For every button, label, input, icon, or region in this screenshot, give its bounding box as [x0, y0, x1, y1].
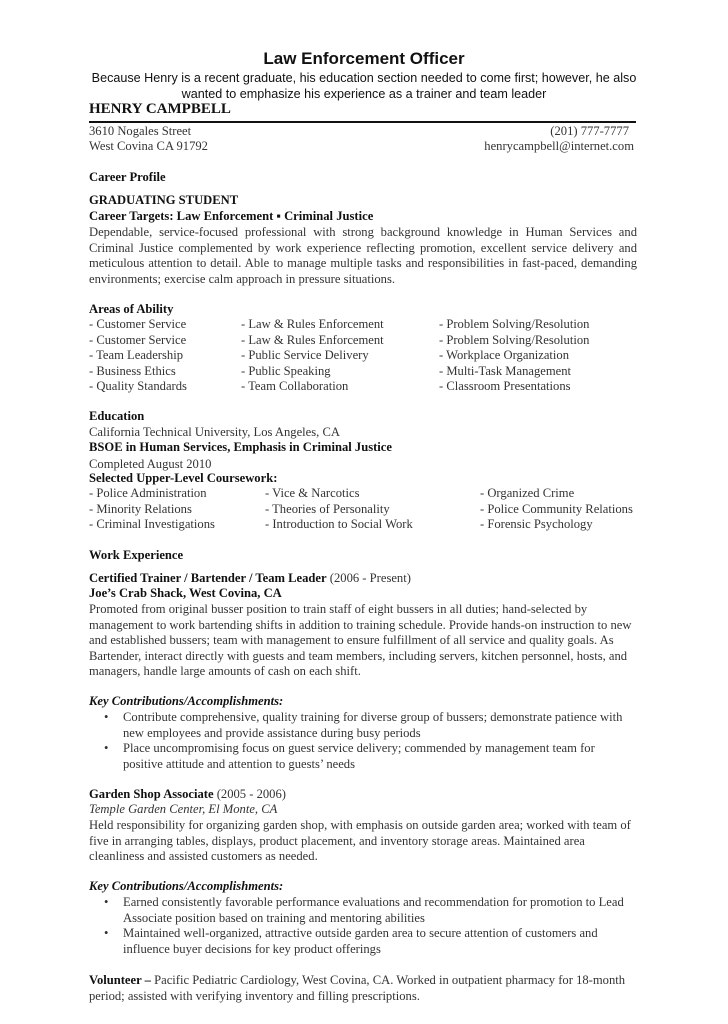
course-item: - Vice & Narcotics [265, 486, 360, 500]
course-item: - Police Administration [89, 486, 207, 500]
job-2-company: Temple Garden Center, El Monte, CA [89, 802, 278, 816]
job-1-contributions-heading: Key Contributions/Accomplishments: [89, 694, 284, 708]
profile-subheading: GRADUATING STUDENT [89, 193, 239, 207]
course-item: - Introduction to Social Work [265, 517, 413, 531]
ability-item: - Problem Solving/Resolution [439, 317, 590, 331]
abilities-heading: Areas of Ability [89, 302, 174, 316]
ability-item: - Law & Rules Enforcement [241, 332, 384, 347]
ability-item: - Multi-Task Management [439, 363, 572, 378]
job-1-contributions-list [104, 710, 634, 772]
ability-item: - Public Speaking [241, 363, 331, 378]
ability-item: - Customer Service [89, 317, 187, 331]
abilities-column-3 [439, 317, 589, 395]
header-note-line-1: Because Henry is a recent graduate, his education section needed to come first; however, he also [91, 71, 637, 85]
candidate-name: HENRY CAMPBELL [89, 101, 231, 117]
contribution-item: • Maintained well-organized, attractive outside garden area to secure attention of customers and influence buyer decisions for key product offerings [104, 926, 634, 957]
header-note-line-2: wanted to emphasize his experience as a trainer and team leader [181, 87, 547, 101]
document-title: Law Enforcement Officer [263, 49, 465, 68]
job-2-header [89, 787, 286, 803]
career-profile-heading: Career Profile [89, 170, 166, 184]
email[interactable]: henrycampbell@internet.com [484, 139, 634, 153]
ability-item: - Business Ethics [89, 363, 176, 378]
abilities-column-1 [89, 317, 187, 395]
course-item: - Theories of Personality [265, 501, 390, 516]
coursework-heading: Selected Upper-Level Coursework: [89, 471, 278, 485]
contribution-item: • Earned consistently favorable performance evaluations and recommendation for promotion to Lead Associate position based on training and mentoring abilities [104, 895, 634, 926]
job-title: Certified Trainer / Bartender / Team Leader [89, 571, 327, 585]
job-2-contributions-heading: Key Contributions/Accomplishments: [89, 879, 284, 893]
coursework-column-3 [480, 486, 633, 533]
city-address: West Covina CA 91792 [89, 139, 208, 153]
job-title: Garden Shop Associate [89, 787, 214, 801]
volunteer-entry [89, 973, 637, 1004]
job-1-company: Joe’s Crab Shack, West Covina, CA [89, 586, 282, 600]
profile-summary: Dependable, service-focused professional with strong background knowledge in Human Services and Criminal Justice complemented by work experience reflecting promotion, excellent service delivery and meticulous attention to detail. Able to manage multiple tasks and responsibilities in fast-paced, demanding environments; exercise calm approach in pressure situations. [89, 225, 637, 286]
course-item: - Organized Crime [480, 486, 575, 500]
ability-item: - Law & Rules Enforcement [241, 317, 384, 331]
completed-date: Completed August 2010 [89, 457, 212, 471]
job-2-contributions-list [104, 895, 634, 957]
education-heading: Education [89, 409, 145, 423]
abilities-column-2 [241, 317, 384, 395]
phone: (201) 777-7777 [550, 124, 629, 138]
career-targets: Career Targets: Law Enforcement ▪ Criminal Justice [89, 209, 374, 223]
contribution-item: • Place uncompromising focus on guest service delivery; commended by management team for positive attitude and attention to guests’ needs [104, 741, 634, 772]
job-dates: (2006 - Present) [329, 571, 411, 585]
job-1-description: Promoted from original busser position to train staff of eight bussers in all duties; hand-selected by management to work bartending shifts in addition to training schedule. Provide hands-on instruction to new and established bussers; team with management to ensure fulfillment of all service and quality goals. As Bartender, interact directly with guests and team members, including servers, kitchen personnel, hosts, and managers, handle large amounts of cash on each shift. [89, 602, 632, 679]
course-item: - Forensic Psychology [480, 517, 593, 531]
ability-item: - Quality Standards [89, 379, 187, 393]
work-experience-heading: Work Experience [89, 548, 184, 562]
course-item: - Minority Relations [89, 501, 192, 516]
course-item: - Police Community Relations [480, 501, 633, 516]
coursework-column-2 [265, 486, 413, 533]
volunteer-label: Volunteer – [89, 973, 151, 987]
street-address: 3610 Nogales Street [89, 124, 192, 138]
name-rule [89, 121, 636, 123]
course-item: - Criminal Investigations [89, 517, 215, 531]
volunteer-text: Pacific Pediatric Cardiology, West Covina, CA. Worked in outpatient pharmacy for 18-month period; assisted with verifying inventory and filling prescriptions. [89, 973, 626, 1003]
ability-item: - Public Service Delivery [241, 348, 369, 362]
ability-item: - Problem Solving/Resolution [439, 332, 590, 347]
job-1-header [89, 571, 411, 587]
job-dates: (2005 - 2006) [216, 787, 286, 801]
job-2-description: Held responsibility for organizing garden shop, with emphasis on outside garden area; worked with team of five in arranging tables, displays, product placement, and inventory storage areas. Maintained area cleanliness and assisted customers as needed. [89, 818, 631, 864]
ability-item: - Team Leadership [89, 348, 183, 362]
degree: BSOE in Human Services, Emphasis in Criminal Justice [89, 440, 392, 454]
contribution-item: • Contribute comprehensive, quality training for diverse group of bussers; demonstrate patience with new employees and provide assistance during busy periods [104, 710, 634, 741]
school: California Technical University, Los Angeles, CA [89, 425, 340, 439]
coursework-column-1 [89, 486, 215, 533]
ability-item: - Team Collaboration [241, 379, 349, 393]
ability-item: - Classroom Presentations [439, 379, 571, 393]
ability-item: - Workplace Organization [439, 348, 570, 362]
ability-item: - Customer Service [89, 332, 187, 347]
